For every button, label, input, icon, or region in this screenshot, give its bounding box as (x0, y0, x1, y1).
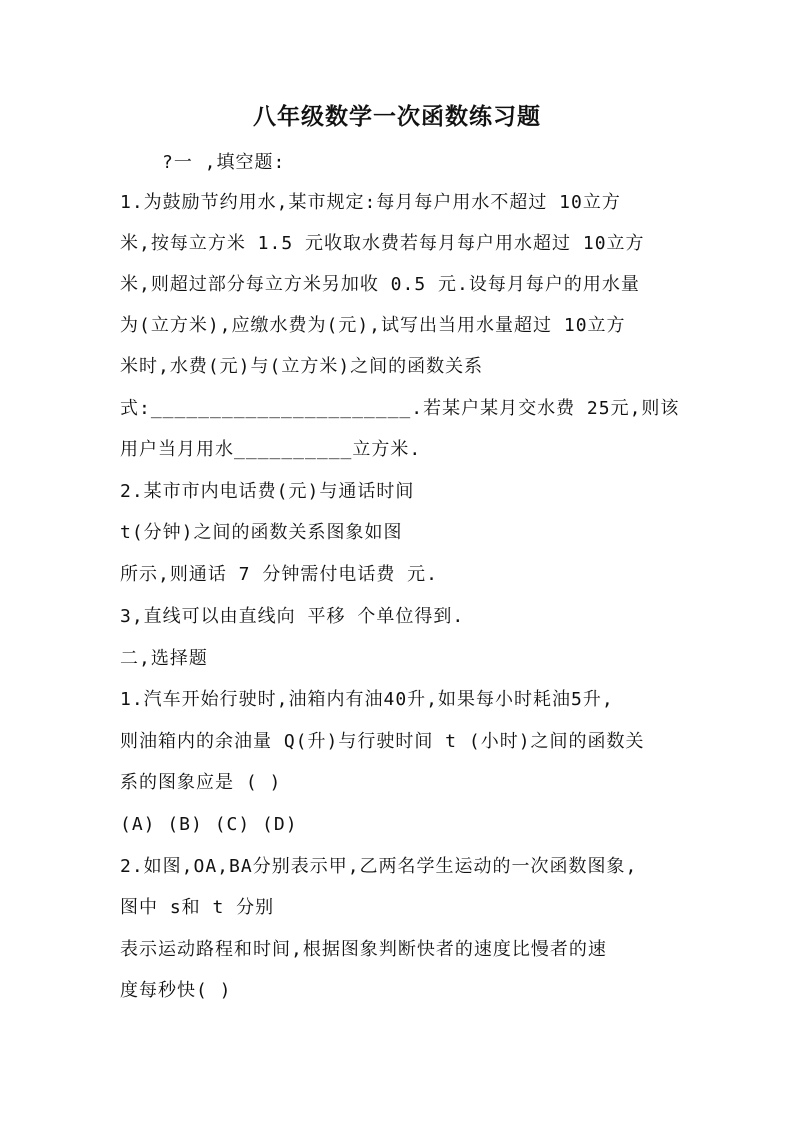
document-title: 八年级数学一次函数练习题 (253, 103, 541, 130)
answer-options: (A) (B) (C) (D) (120, 814, 298, 835)
text-line: 度每秒快( ) (120, 980, 232, 1001)
text-line: 3,直线可以由直线向 平移 个单位得到. (120, 606, 465, 627)
text-line: 用户当月用水__________立方米. (120, 439, 422, 460)
section-heading-fill-in: ?一 ,填空题: (162, 152, 286, 173)
text-line: 表示运动路程和时间,根据图象判断快者的速度比慢者的速 (120, 939, 607, 960)
text-line: 米时,水费(元)与(立方米)之间的函数关系 (120, 356, 484, 377)
text-line: 1.为鼓励节约用水,某市规定:每月每户用水不超过 10立方 (120, 192, 621, 213)
text-line: 米,则超过部分每立方米另加收 0.5 元.设每月每户的用水量 (120, 274, 640, 295)
text-line: 式:______________________.若某户某月交水费 25元,则该 (120, 398, 680, 419)
text-line: 系的图象应是 ( ) (120, 772, 282, 793)
text-line: 2.某市市内电话费(元)与通话时间 (120, 481, 415, 502)
text-line: 2.如图,OA,BA分别表示甲,乙两名学生运动的一次函数图象, (120, 856, 638, 877)
section-heading-multiple-choice: 二,选择题 (120, 648, 208, 669)
text-line: 图中 s和 t 分别 (120, 897, 275, 918)
text-line: 所示,则通话 7 分钟需付电话费 元. (120, 564, 439, 585)
text-line: t(分钟)之间的函数关系图象如图 (120, 522, 403, 543)
text-line: 1.汽车开始行驶时,油箱内有油40升,如果每小时耗油5升, (120, 689, 614, 710)
text-line: 为(立方米),应缴水费为(元),试写出当用水量超过 10立方 (120, 315, 626, 336)
text-line: 米,按每立方米 1.5 元收取水费若每月每户用水超过 10立方 (120, 233, 645, 254)
text-line: 则油箱内的余油量 Q(升)与行驶时间 t (小时)之间的函数关 (120, 731, 645, 752)
